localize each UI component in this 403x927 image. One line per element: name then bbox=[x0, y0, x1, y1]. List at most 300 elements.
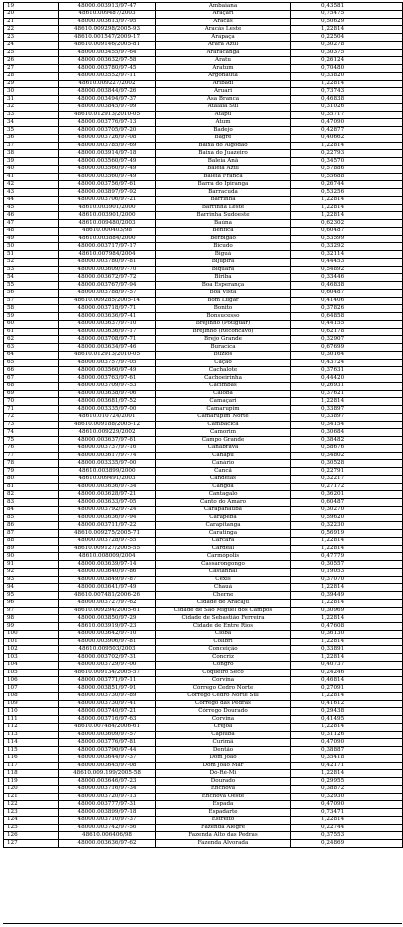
field-name: Estreito bbox=[156, 816, 291, 824]
process-number: 48000.003756/97-61 bbox=[59, 181, 156, 189]
field-value: 1,22814 bbox=[291, 654, 403, 662]
row-number: 68 bbox=[4, 382, 59, 390]
process-number: 48000.003851/97-91 bbox=[59, 685, 156, 693]
row-number: 29 bbox=[4, 80, 59, 88]
process-number: 48000.003639/97-14 bbox=[59, 561, 156, 569]
table-row bbox=[4, 196, 403, 204]
field-value: 0,42877 bbox=[291, 127, 403, 135]
process-number: 48000.003776/97-13 bbox=[59, 119, 156, 127]
row-number: 87 bbox=[4, 530, 59, 538]
table-row bbox=[4, 41, 403, 49]
field-name: Arara Azul bbox=[156, 41, 291, 49]
field-name: Camaçari bbox=[156, 398, 291, 406]
process-number: 48000.003335/97-00 bbox=[59, 406, 156, 414]
table-row bbox=[4, 793, 403, 801]
field-value: 0,60487 bbox=[291, 289, 403, 297]
table-row bbox=[4, 530, 403, 538]
row-number: 19 bbox=[4, 3, 59, 11]
row-number: 94 bbox=[4, 584, 59, 592]
process-number: 48000.003780/97-45 bbox=[59, 65, 156, 73]
field-name: Camarupim bbox=[156, 406, 291, 414]
process-number: 48000.003897/97-92 bbox=[59, 189, 156, 197]
field-value: 1,22814 bbox=[291, 212, 403, 220]
field-name: Campo Grande bbox=[156, 437, 291, 445]
field-name: Ambaiana bbox=[156, 3, 291, 11]
table-row bbox=[4, 111, 403, 119]
field-name: Arapaça bbox=[156, 34, 291, 42]
field-name: Cancã bbox=[156, 468, 291, 476]
field-value: 0,30164 bbox=[291, 351, 403, 359]
table-row bbox=[4, 731, 403, 739]
process-number: 48000.003640/97-86 bbox=[59, 568, 156, 576]
process-number: 48000.003728/97-55 bbox=[59, 537, 156, 545]
field-value: 0,19053 bbox=[291, 568, 403, 576]
row-number: 66 bbox=[4, 367, 59, 375]
field-name: Atapu bbox=[156, 111, 291, 119]
field-name: Dó-Ré-Mi bbox=[156, 770, 291, 778]
field-name: Cachalote bbox=[156, 367, 291, 375]
row-number: 96 bbox=[4, 599, 59, 607]
process-number: 48000.003681/97-52 bbox=[59, 398, 156, 406]
field-name: Cacimbas bbox=[156, 382, 291, 390]
table-row bbox=[4, 809, 403, 817]
field-value: 0,42171 bbox=[291, 762, 403, 770]
field-value: 0,40662 bbox=[291, 134, 403, 142]
field-name: Cachoeirinha bbox=[156, 375, 291, 383]
table-row bbox=[4, 26, 403, 34]
field-name: Fazenda Alto das Pedras bbox=[156, 832, 291, 840]
table-row bbox=[4, 390, 403, 398]
field-value: 0,31126 bbox=[291, 731, 403, 739]
field-value: 0,32217 bbox=[291, 475, 403, 483]
field-value: 0,44155 bbox=[291, 320, 403, 328]
process-number: 48000.003730/97-89 bbox=[59, 692, 156, 700]
field-name: Fazenda Alegre bbox=[156, 824, 291, 832]
field-value: 0,22744 bbox=[291, 824, 403, 832]
table-row bbox=[4, 816, 403, 824]
field-value: 1,22814 bbox=[291, 615, 403, 623]
process-number: 48000.003702/97-31 bbox=[59, 654, 156, 662]
table-row bbox=[4, 499, 403, 507]
field-name: Barrinha Leste bbox=[156, 204, 291, 212]
field-value: 1,22814 bbox=[291, 692, 403, 700]
field-value: 0,31026 bbox=[291, 103, 403, 111]
field-value: 0,34570 bbox=[291, 158, 403, 166]
row-number: 84 bbox=[4, 506, 59, 514]
process-number: 48000.003494/97-37 bbox=[59, 96, 156, 104]
row-number: 111 bbox=[4, 716, 59, 724]
row-number: 88 bbox=[4, 537, 59, 545]
process-number: 48000.003726/97-08 bbox=[59, 134, 156, 142]
field-name: Candeias bbox=[156, 475, 291, 483]
field-value: 0,54892 bbox=[291, 266, 403, 274]
field-name: Cidade de Entre Rios bbox=[156, 623, 291, 631]
table-row bbox=[4, 127, 403, 135]
row-number: 57 bbox=[4, 297, 59, 305]
row-number: 85 bbox=[4, 514, 59, 522]
process-number: 48000.003913/97-47 bbox=[59, 3, 156, 11]
table-row bbox=[4, 437, 403, 445]
field-value: 0,30528 bbox=[291, 460, 403, 468]
table-row bbox=[4, 103, 403, 111]
process-number: 48610.008009/2004 bbox=[59, 553, 156, 561]
row-number: 116 bbox=[4, 754, 59, 762]
table-body bbox=[4, 3, 403, 848]
row-number: 43 bbox=[4, 189, 59, 197]
table-row bbox=[4, 142, 403, 150]
table-row bbox=[4, 429, 403, 437]
field-value: 0,24246 bbox=[291, 669, 403, 677]
process-number: 48000.003641/97-49 bbox=[59, 584, 156, 592]
field-name: Baúna bbox=[156, 220, 291, 228]
field-value: 0,56919 bbox=[291, 530, 403, 538]
table-row bbox=[4, 173, 403, 181]
table-row bbox=[4, 181, 403, 189]
field-name: Biriba bbox=[156, 274, 291, 282]
field-name: Brejinho (Potiguar) bbox=[156, 320, 291, 328]
field-name: Berbigão bbox=[156, 235, 291, 243]
table-row bbox=[4, 18, 403, 26]
process-number: 48000.003560/97-49 bbox=[59, 158, 156, 166]
process-number: 48000.003914/97-18 bbox=[59, 150, 156, 158]
field-name: Brejo Grande bbox=[156, 336, 291, 344]
field-name: Congro bbox=[156, 661, 291, 669]
field-name: Argonauta bbox=[156, 72, 291, 80]
table-row bbox=[4, 654, 403, 662]
process-number: 48000.003730/97-41 bbox=[59, 700, 156, 708]
field-name: Córrego Cedro Norte Sul bbox=[156, 692, 291, 700]
table-row bbox=[4, 475, 403, 483]
row-number: 98 bbox=[4, 615, 59, 623]
table-row bbox=[4, 615, 403, 623]
row-number: 55 bbox=[4, 282, 59, 290]
table-row bbox=[4, 65, 403, 73]
row-number: 80 bbox=[4, 475, 59, 483]
table-row bbox=[4, 10, 403, 18]
field-name: Corvina bbox=[156, 716, 291, 724]
row-number: 21 bbox=[4, 18, 59, 26]
field-name: Atalaia Sul bbox=[156, 103, 291, 111]
row-number: 77 bbox=[4, 452, 59, 460]
table-row bbox=[4, 96, 403, 104]
table-row bbox=[4, 661, 403, 669]
field-value: 1,22814 bbox=[291, 80, 403, 88]
process-number: 48000.003708/97-71 bbox=[59, 336, 156, 344]
field-value: 0,30557 bbox=[291, 561, 403, 569]
process-number: 48000.003711/97-22 bbox=[59, 522, 156, 530]
table-row bbox=[4, 336, 403, 344]
row-number: 50 bbox=[4, 243, 59, 251]
row-number: 64 bbox=[4, 351, 59, 359]
field-value: 1,22814 bbox=[291, 770, 403, 778]
row-number: 36 bbox=[4, 134, 59, 142]
field-name: Buracica bbox=[156, 344, 291, 352]
process-number: 48000.003899/97-18 bbox=[59, 809, 156, 817]
field-value: 0,60487 bbox=[291, 227, 403, 235]
table-row bbox=[4, 669, 403, 677]
field-value: 0,53599 bbox=[291, 235, 403, 243]
field-value: 0,39449 bbox=[291, 592, 403, 600]
table-row bbox=[4, 165, 403, 173]
field-name: Córrego das Pedras bbox=[156, 700, 291, 708]
field-name: Cidade de Aracaju bbox=[156, 599, 291, 607]
table-row bbox=[4, 313, 403, 321]
table-row bbox=[4, 537, 403, 545]
table-row bbox=[4, 677, 403, 685]
field-name: Coqueiro Seco bbox=[156, 669, 291, 677]
field-value: 0,38887 bbox=[291, 747, 403, 755]
row-number: 38 bbox=[4, 150, 59, 158]
field-name: Canapu bbox=[156, 452, 291, 460]
process-number: 48000.003709/97-53 bbox=[59, 382, 156, 390]
table-row bbox=[4, 251, 403, 259]
field-value: 0,47090 bbox=[291, 119, 403, 127]
process-number: 48000.003636/97-62 bbox=[59, 840, 156, 848]
process-number: 48000.003560/97-49 bbox=[59, 165, 156, 173]
row-number: 97 bbox=[4, 607, 59, 615]
table-row bbox=[4, 289, 403, 297]
process-number: 48000.003844/97-26 bbox=[59, 88, 156, 96]
row-number: 45 bbox=[4, 204, 59, 212]
table-row bbox=[4, 305, 403, 313]
row-number: 27 bbox=[4, 65, 59, 73]
field-name: Cidade de Sebastião Ferreira bbox=[156, 615, 291, 623]
table-row bbox=[4, 553, 403, 561]
field-name: Bonito bbox=[156, 305, 291, 313]
field-value: 0,37826 bbox=[291, 305, 403, 313]
process-number: 48000.003706/97-21 bbox=[59, 196, 156, 204]
field-name: Bicudo bbox=[156, 243, 291, 251]
field-name: Canto do Amaro bbox=[156, 499, 291, 507]
row-number: 69 bbox=[4, 390, 59, 398]
process-number: 48610.007481/2006-26 bbox=[59, 592, 156, 600]
process-number: 48000.003560/97-49 bbox=[59, 367, 156, 375]
process-number: 48000.003638/97-06 bbox=[59, 390, 156, 398]
table-row bbox=[4, 212, 403, 220]
row-number: 115 bbox=[4, 747, 59, 755]
field-name: Espada bbox=[156, 801, 291, 809]
field-name: Boa Vista bbox=[156, 289, 291, 297]
field-value: 0,30684 bbox=[291, 429, 403, 437]
field-value: 0,46838 bbox=[291, 282, 403, 290]
process-number: 48000.003716/97-34 bbox=[59, 785, 156, 793]
row-number: 46 bbox=[4, 212, 59, 220]
row-number: 39 bbox=[4, 158, 59, 166]
process-number: 48000.003455/97-64 bbox=[59, 49, 156, 57]
table-row bbox=[4, 692, 403, 700]
field-value: 0,36130 bbox=[291, 630, 403, 638]
field-name: Asa Branca bbox=[156, 96, 291, 104]
table-row bbox=[4, 282, 403, 290]
field-value: 0,29438 bbox=[291, 708, 403, 716]
process-number: 48610.009491/2003 bbox=[59, 475, 156, 483]
process-number: 48610.003919/97-23 bbox=[59, 623, 156, 631]
field-name: Cexis bbox=[156, 576, 291, 584]
row-number: 99 bbox=[4, 623, 59, 631]
table-row bbox=[4, 3, 403, 11]
process-number: 48000.003788/97-57 bbox=[59, 289, 156, 297]
row-number: 126 bbox=[4, 832, 59, 840]
table-row bbox=[4, 592, 403, 600]
row-number: 113 bbox=[4, 731, 59, 739]
table-row bbox=[4, 88, 403, 96]
field-name: Corvina bbox=[156, 677, 291, 685]
field-value: 0,46814 bbox=[291, 677, 403, 685]
field-name: Araçari bbox=[156, 10, 291, 18]
row-number: 74 bbox=[4, 429, 59, 437]
row-number: 62 bbox=[4, 336, 59, 344]
process-number: 48000.003646/97-23 bbox=[59, 778, 156, 786]
process-number: 48610.010724/2001 bbox=[59, 413, 156, 421]
field-value: 0,37631 bbox=[291, 367, 403, 375]
field-name: Caioba bbox=[156, 390, 291, 398]
process-number: 48610.009127/2005-55 bbox=[59, 545, 156, 553]
process-number: 48000.003785/97-69 bbox=[59, 142, 156, 150]
table-row bbox=[4, 382, 403, 390]
row-number: 56 bbox=[4, 289, 59, 297]
field-value: 0,26931 bbox=[291, 382, 403, 390]
process-number: 48610.009503/2003 bbox=[59, 646, 156, 654]
row-number: 26 bbox=[4, 57, 59, 65]
field-value: 0,34154 bbox=[291, 421, 403, 429]
field-value: 0,30969 bbox=[291, 607, 403, 615]
row-number: 42 bbox=[4, 181, 59, 189]
field-name: Baleia Anã bbox=[156, 158, 291, 166]
process-number: 48610.009134/2005-57 bbox=[59, 669, 156, 677]
row-number: 92 bbox=[4, 568, 59, 576]
field-value: 0,32114 bbox=[291, 251, 403, 259]
field-name: Carapanaúba bbox=[156, 506, 291, 514]
field-name: Biguá bbox=[156, 251, 291, 259]
field-name: Baixa do Juazeiro bbox=[156, 150, 291, 158]
field-value: 0,67699 bbox=[291, 344, 403, 352]
field-name: Brejinho (Recôncavo) bbox=[156, 328, 291, 336]
table-row bbox=[4, 599, 403, 607]
field-value: 0,32230 bbox=[291, 522, 403, 530]
table-row bbox=[4, 723, 403, 731]
row-number: 71 bbox=[4, 406, 59, 414]
table-row bbox=[4, 274, 403, 282]
field-name: Capiúba bbox=[156, 731, 291, 739]
table-row bbox=[4, 770, 403, 778]
table-row bbox=[4, 421, 403, 429]
field-value: 0,40737 bbox=[291, 661, 403, 669]
table-row bbox=[4, 406, 403, 414]
field-name: Baleia Azul bbox=[156, 165, 291, 173]
row-number: 70 bbox=[4, 398, 59, 406]
table-row bbox=[4, 491, 403, 499]
field-value: 0,70480 bbox=[291, 65, 403, 73]
field-value: 0,22791 bbox=[291, 468, 403, 476]
row-number: 28 bbox=[4, 72, 59, 80]
table-row bbox=[4, 506, 403, 514]
process-number: 48000.003672/97-72 bbox=[59, 274, 156, 282]
field-value: 0,47090 bbox=[291, 739, 403, 747]
field-name: Dom João Mar bbox=[156, 762, 291, 770]
field-name: Barracuda bbox=[156, 189, 291, 197]
row-number: 72 bbox=[4, 413, 59, 421]
field-name: Espadarte bbox=[156, 809, 291, 817]
field-value: 0,62302 bbox=[291, 220, 403, 228]
process-number: 48000.003636/97-94 bbox=[59, 514, 156, 522]
field-name: Bom Lugar bbox=[156, 297, 291, 305]
row-number: 58 bbox=[4, 305, 59, 313]
field-name: Baixa do Algodão bbox=[156, 142, 291, 150]
field-name: Cidade de São Miguel dos Campos bbox=[156, 607, 291, 615]
process-number: 48000.003849/97-87 bbox=[59, 576, 156, 584]
process-number: 48610.009294/2005-61 bbox=[59, 607, 156, 615]
field-name: Córrego Dourado bbox=[156, 708, 291, 716]
field-name: Dentão bbox=[156, 747, 291, 755]
field-value: 0,55688 bbox=[291, 173, 403, 181]
table-row bbox=[4, 514, 403, 522]
table-row bbox=[4, 630, 403, 638]
process-number: 48610.009.199/2005-58 bbox=[59, 770, 156, 778]
process-number: 48610.001547/2009-17 bbox=[59, 34, 156, 42]
row-number: 127 bbox=[4, 840, 59, 848]
row-number: 124 bbox=[4, 816, 59, 824]
table-row bbox=[4, 189, 403, 197]
field-name: Camorim bbox=[156, 429, 291, 437]
field-value: 0,33891 bbox=[291, 646, 403, 654]
field-value: 1,22814 bbox=[291, 816, 403, 824]
table-row bbox=[4, 243, 403, 251]
field-name: Dom João bbox=[156, 754, 291, 762]
table-row bbox=[4, 452, 403, 460]
table-bottom-rule bbox=[3, 923, 402, 924]
row-number: 59 bbox=[4, 313, 59, 321]
process-number: 48000.003720/97-13 bbox=[59, 793, 156, 801]
table-row bbox=[4, 235, 403, 243]
process-number: 48610.009285/2005-14 bbox=[59, 297, 156, 305]
field-value: 0,32930 bbox=[291, 793, 403, 801]
field-value: 0,35717 bbox=[291, 111, 403, 119]
process-number: 48000.003906/97-81 bbox=[59, 638, 156, 646]
row-number: 24 bbox=[4, 41, 59, 49]
process-number: 48000.003845/97-99 bbox=[59, 103, 156, 111]
process-number: 48000.003633/97-05 bbox=[59, 499, 156, 507]
table-row bbox=[4, 685, 403, 693]
row-number: 91 bbox=[4, 561, 59, 569]
field-value: 0,33820 bbox=[291, 72, 403, 80]
process-number: 48610.009275/2005-71 bbox=[59, 530, 156, 538]
field-value: 0,22504 bbox=[291, 34, 403, 42]
process-number: 48000.003637/97-10 bbox=[59, 320, 156, 328]
row-number: 114 bbox=[4, 739, 59, 747]
process-number: 48000.003763/97-61 bbox=[59, 375, 156, 383]
process-number: 48000.003718/97-71 bbox=[59, 305, 156, 313]
field-value: 0,41495 bbox=[291, 716, 403, 724]
row-number: 61 bbox=[4, 328, 59, 336]
field-value: 0,30375 bbox=[291, 49, 403, 57]
field-name: Enchova bbox=[156, 785, 291, 793]
field-value: 1,22814 bbox=[291, 638, 403, 646]
row-number: 22 bbox=[4, 26, 59, 34]
row-number: 90 bbox=[4, 553, 59, 561]
process-number: 48000.003767/97-94 bbox=[59, 282, 156, 290]
row-number: 30 bbox=[4, 88, 59, 96]
process-number: 48610.009146/2005-81 bbox=[59, 41, 156, 49]
field-value: 0,53256 bbox=[291, 189, 403, 197]
row-number: 100 bbox=[4, 630, 59, 638]
field-value: 0,59620 bbox=[291, 514, 403, 522]
field-name: Badejo bbox=[156, 127, 291, 135]
field-value: 1,22814 bbox=[291, 723, 403, 731]
row-number: 33 bbox=[4, 111, 59, 119]
table-row bbox=[4, 739, 403, 747]
field-value: 1,22814 bbox=[291, 26, 403, 34]
row-number: 89 bbox=[4, 545, 59, 553]
